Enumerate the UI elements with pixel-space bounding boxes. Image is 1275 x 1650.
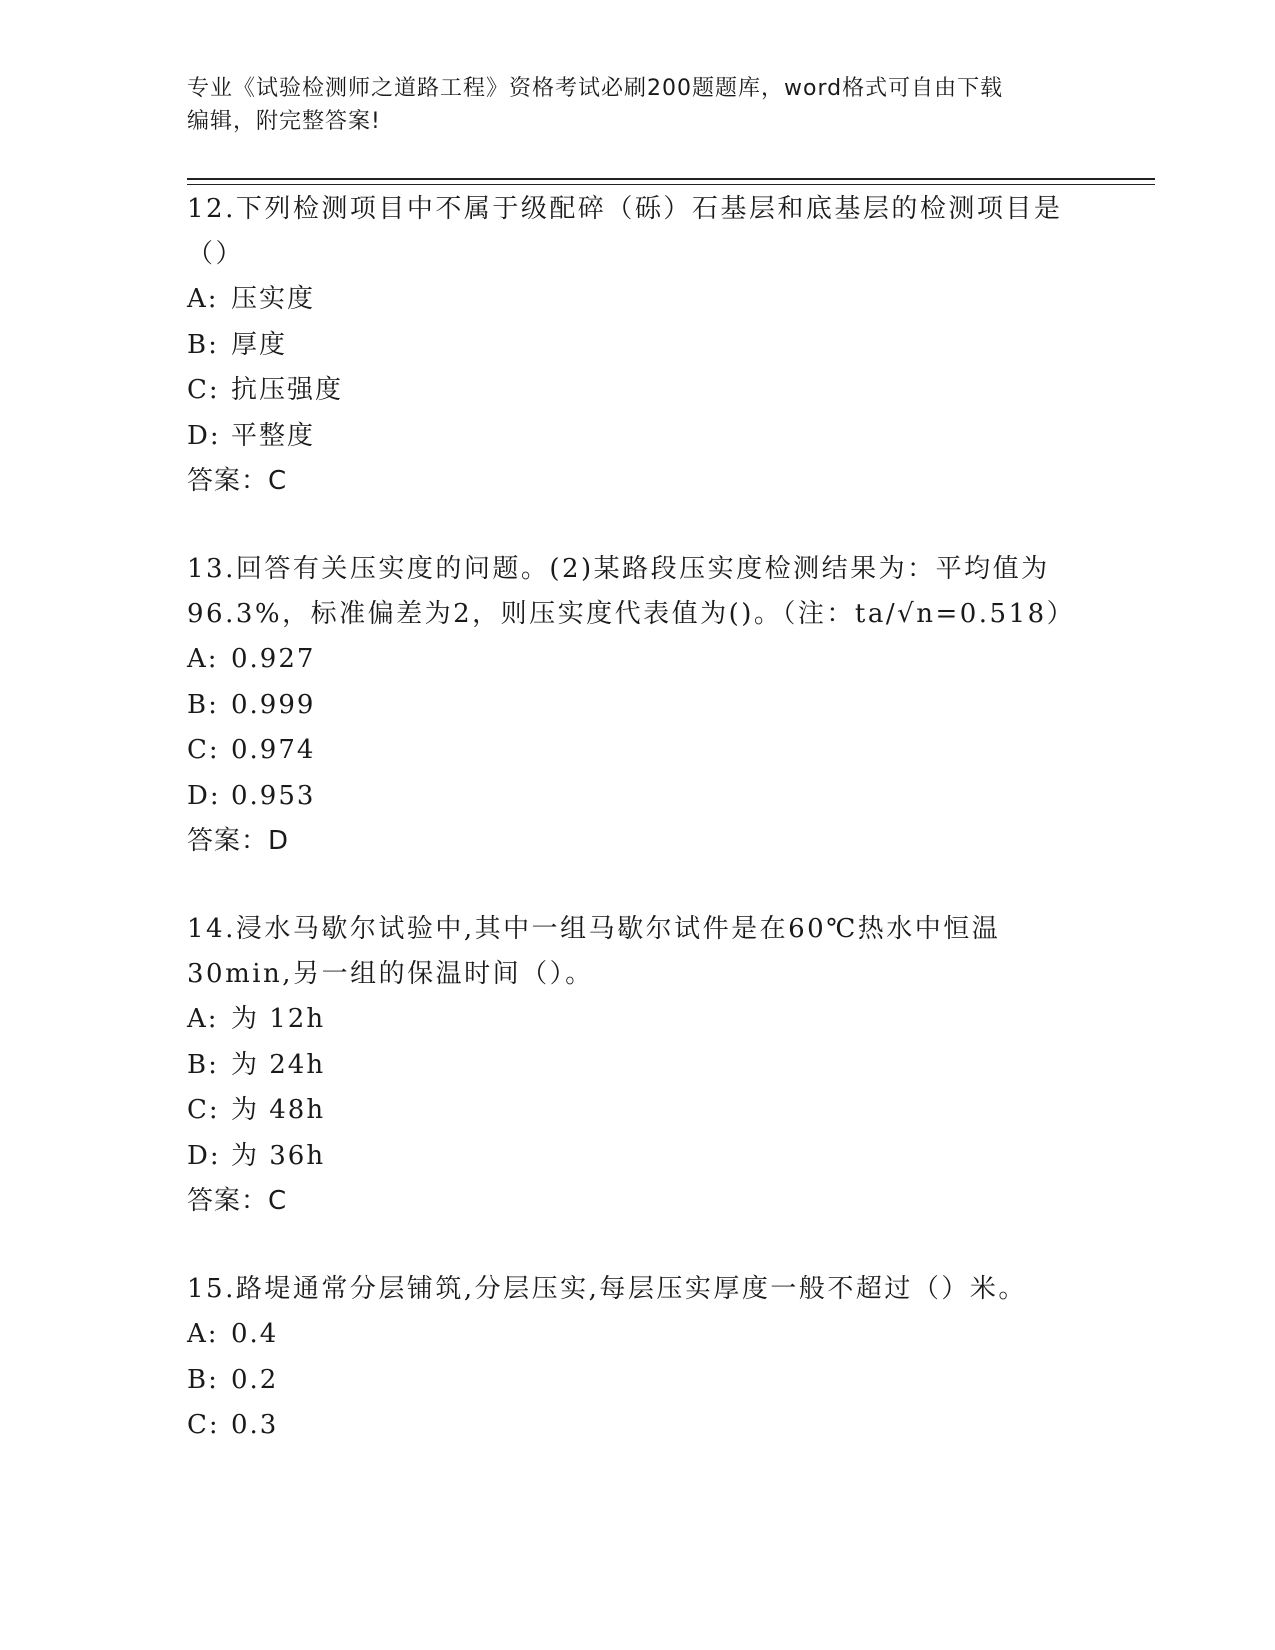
question-text-line: 13.回答有关压实度的问题。(2)某路段压实度检测结果为：平均值为: [187, 554, 1050, 584]
option-letter: B:: [187, 1049, 219, 1080]
option-letter: D:: [187, 420, 221, 451]
option-b: [187, 683, 1087, 729]
option-letter: B:: [187, 689, 219, 720]
option-c: [187, 1403, 1087, 1449]
option-text: 为 48h: [231, 1095, 326, 1125]
option-letter: C:: [187, 375, 220, 405]
option-text: 0.2: [231, 1364, 279, 1395]
option-b: [187, 1043, 1087, 1089]
option-text: 平整度: [231, 420, 316, 451]
question-text-line: （）: [187, 239, 245, 269]
header-divider-thin: [187, 184, 1155, 185]
option-d: [187, 774, 1087, 820]
question-15: [187, 1267, 1087, 1449]
question-text-line: 15.路堤通常分层铺筑,分层压实,每层压实厚度一般不超过（）米。: [187, 1274, 1027, 1304]
option-letter: C:: [187, 1410, 220, 1440]
option-a: [187, 997, 1087, 1043]
option-text: 0.927: [231, 644, 316, 674]
option-text: 为 36h: [231, 1140, 326, 1171]
document-header: [187, 72, 1087, 138]
option-text: 厚度: [231, 329, 288, 360]
option-d: [187, 414, 1087, 460]
option-text: 0.974: [231, 735, 316, 765]
header-line-1: 专业《试验检测师之道路工程》资格考试必刷200题题库，word格式可自由下载: [187, 76, 1004, 101]
answer: 答案：C: [187, 466, 288, 496]
header-divider-thick: [187, 178, 1155, 180]
answer: 答案：C: [187, 1186, 288, 1216]
option-text: 0.999: [231, 689, 316, 720]
option-letter: B:: [187, 329, 219, 360]
option-letter: B:: [187, 1364, 219, 1395]
option-d: [187, 1134, 1087, 1180]
option-b: [187, 323, 1087, 369]
option-text: 抗压强度: [231, 375, 344, 405]
option-c: [187, 1088, 1087, 1134]
option-letter: A:: [187, 1004, 219, 1034]
option-letter: A:: [187, 1319, 219, 1349]
header-line-2: 编辑，附完整答案!: [187, 109, 381, 134]
option-a: [187, 277, 1087, 323]
option-text: 0.953: [231, 780, 316, 811]
question-14: [187, 907, 1087, 1224]
question-13: [187, 547, 1087, 864]
option-letter: A:: [187, 284, 219, 314]
option-a: [187, 637, 1087, 683]
option-c: [187, 728, 1087, 774]
question-text-line: 96.3%，标准偏差为2，则压实度代表值为()。（注：ta/√n=0.518）: [187, 599, 1076, 629]
option-letter: A:: [187, 644, 219, 674]
option-text: 为 24h: [231, 1049, 326, 1080]
answer: 答案：D: [187, 826, 290, 856]
option-b: [187, 1358, 1087, 1404]
option-text: 0.3: [231, 1410, 279, 1440]
option-letter: C:: [187, 1095, 220, 1125]
option-letter: D:: [187, 780, 221, 811]
option-text: 为 12h: [231, 1004, 326, 1034]
option-letter: C:: [187, 735, 220, 765]
option-a: [187, 1312, 1087, 1358]
question-12: [187, 187, 1087, 504]
option-c: [187, 368, 1087, 414]
question-text-line: 30min,另一组的保温时间（）。: [187, 959, 594, 989]
option-letter: D:: [187, 1140, 221, 1171]
question-text-line: 12.下列检测项目中不属于级配碎（砾）石基层和底基层的检测项目是: [187, 194, 1063, 224]
option-text: 0.4: [231, 1319, 279, 1349]
option-text: 压实度: [231, 284, 316, 314]
question-text-line: 14.浸水马歇尔试验中,其中一组马歇尔试件是在60℃热水中恒温: [187, 914, 1001, 944]
